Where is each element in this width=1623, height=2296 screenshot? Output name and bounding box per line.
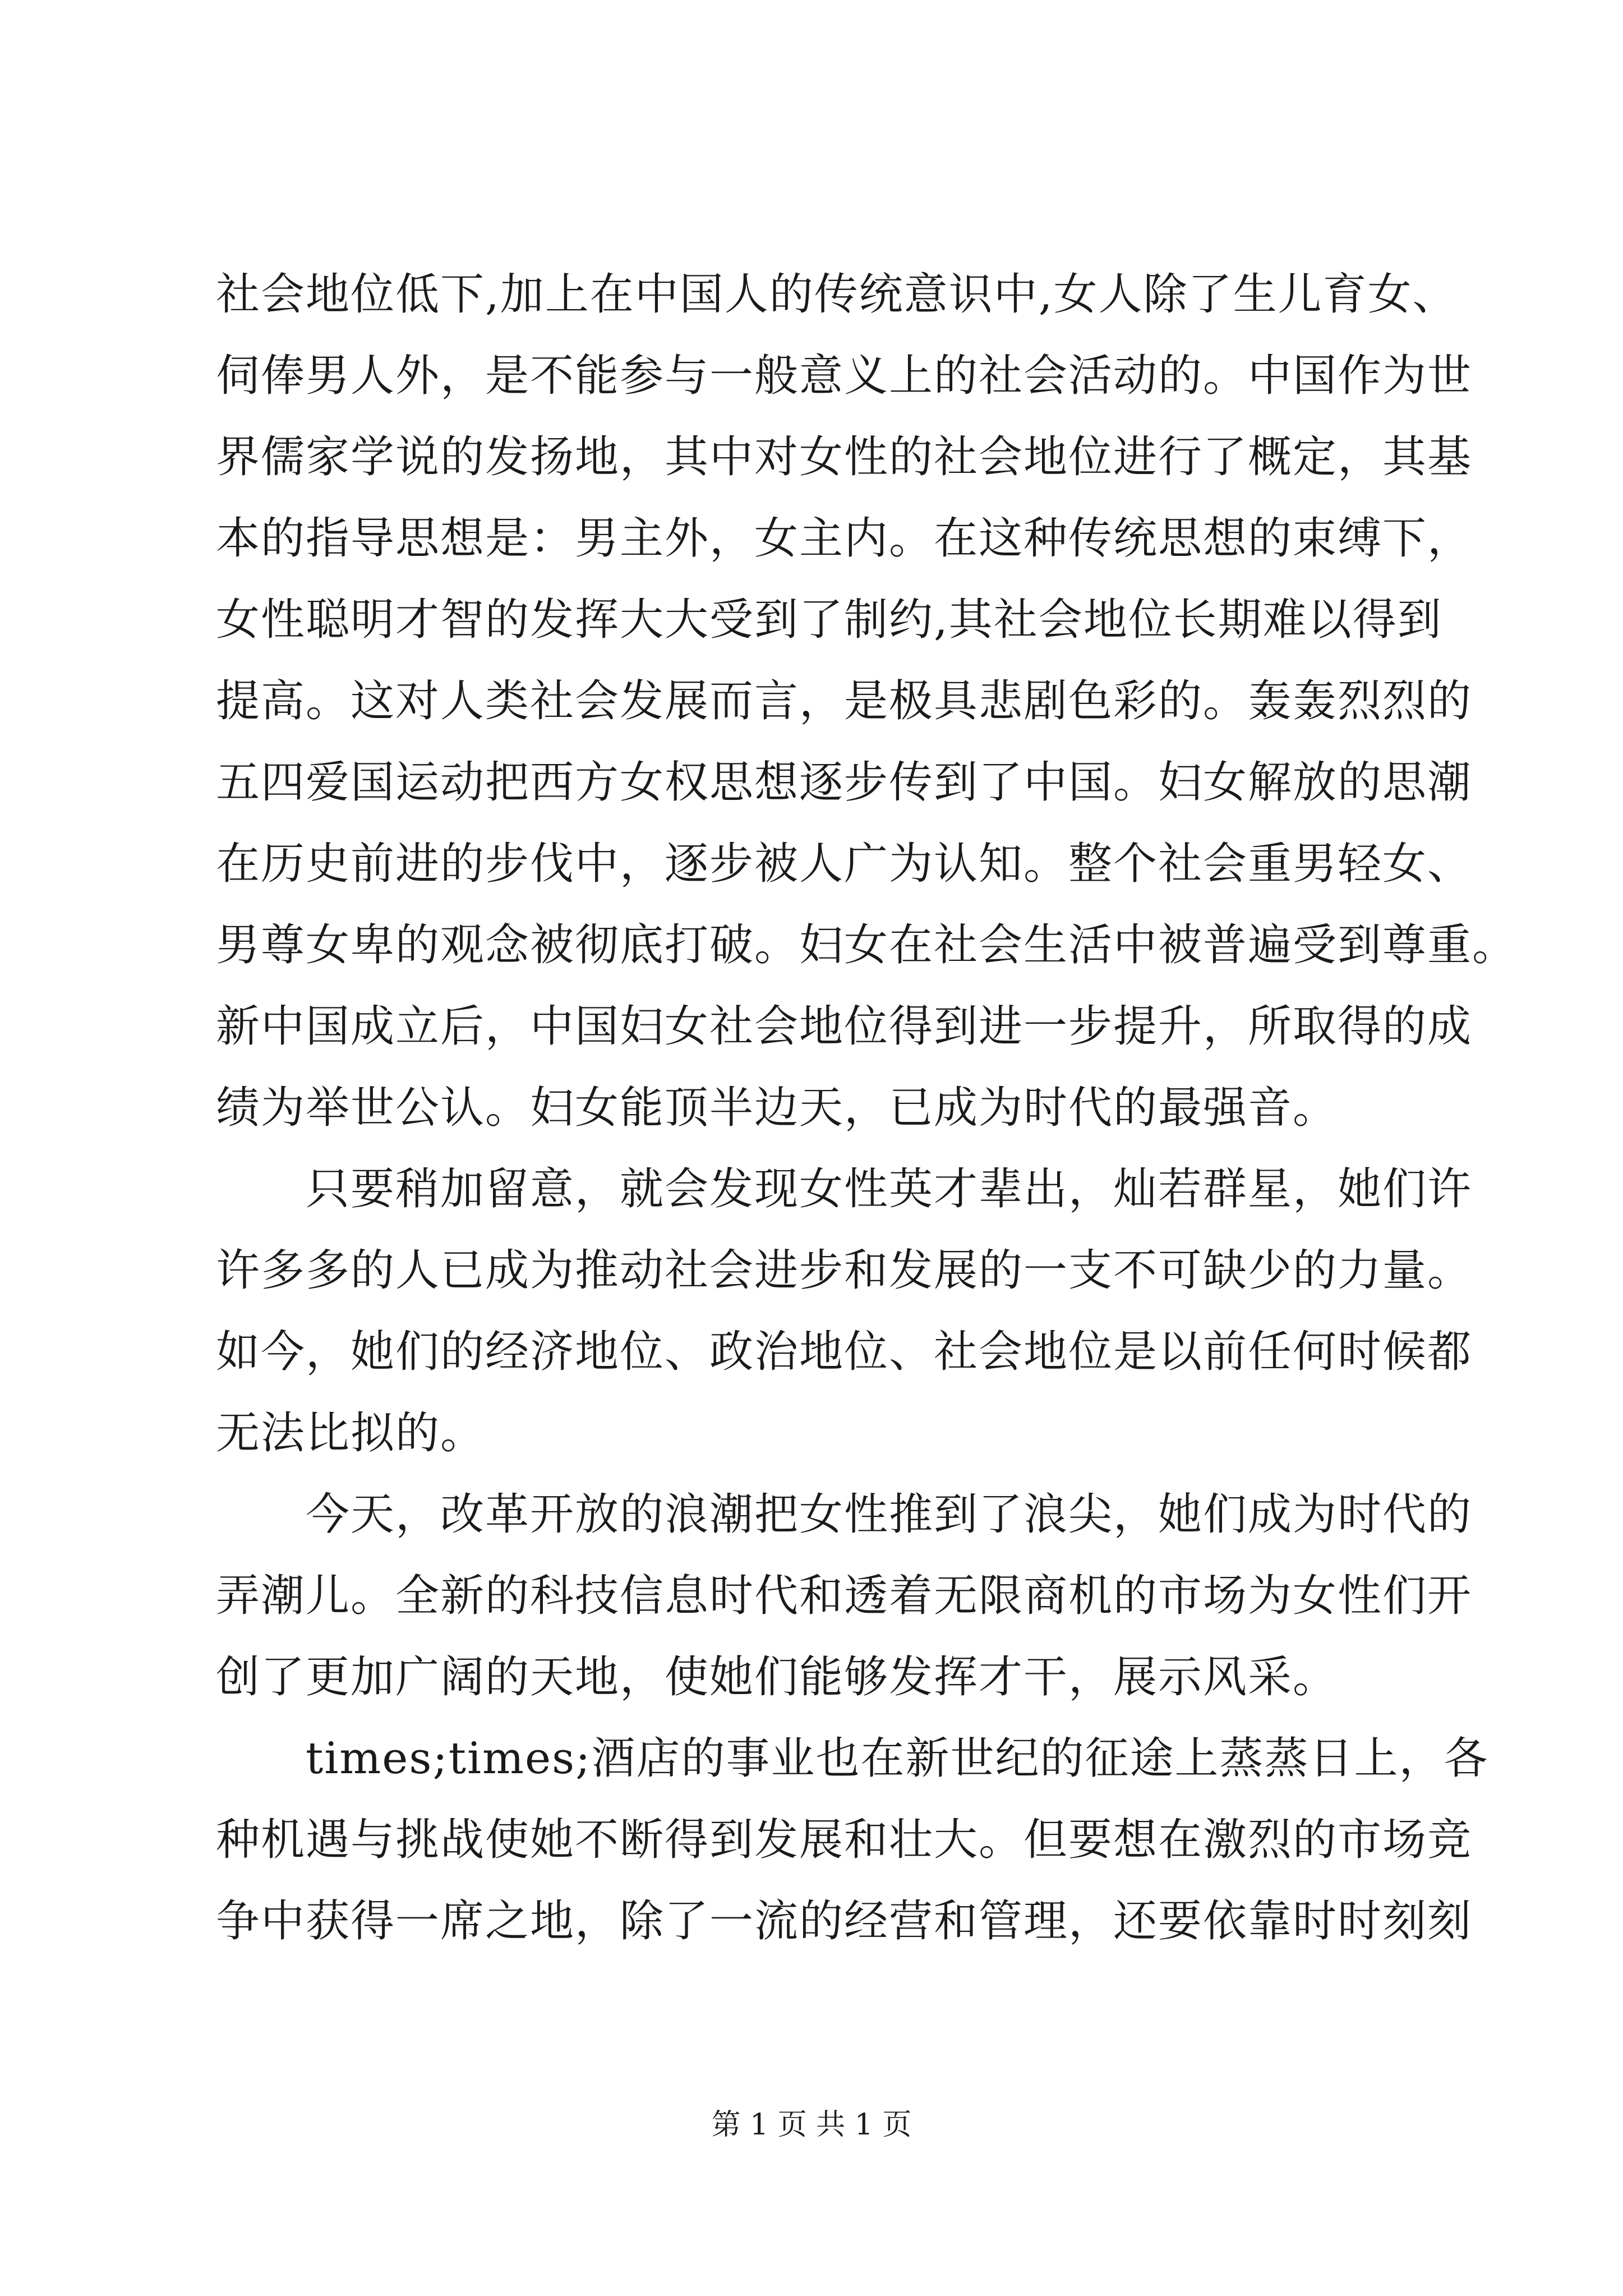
text-line: 创了更加广阔的天地，使她们能够发挥才干，展示风采。: [216, 1652, 1338, 1703]
text-line: 绩为举世公认。妇女能顶半边天，已成为时代的最强音。: [216, 1083, 1338, 1133]
text-line: 五四爱国运动把西方女权思想逐步传到了中国。妇女解放的思潮: [216, 757, 1473, 808]
text-line: 男尊女卑的观念被彻底打破。妇女在社会生活中被普遍受到尊重。: [216, 920, 1518, 970]
text-line: 在历史前进的步伐中，逐步被人广为认知。整个社会重男轻女、: [216, 839, 1473, 889]
text-line: 争中获得一席之地，除了一流的经营和管理，还要依靠时时刻刻: [216, 1896, 1473, 1947]
text-line: 本的指导思想是：男主外，女主内。在这种传统思想的束缚下，: [216, 513, 1473, 564]
text-line: 许多多的人已成为推动社会进步和发展的一支不可缺少的力量。: [216, 1245, 1473, 1296]
page-number-footer: 第 1 页 共 1 页: [711, 2108, 912, 2142]
text-line: 伺俸男人外，是不能参与一般意义上的社会活动的。中国作为世: [216, 351, 1473, 401]
text-line: 提高。这对人类社会发展而言，是极具悲剧色彩的。轰轰烈烈的: [216, 676, 1473, 726]
text-line: 社会地位低下,加上在中国人的传统意识中,女人除了生儿育女、: [216, 269, 1458, 320]
text-line: 女性聪明才智的发挥大大受到了制约,其社会地位长期难以得到: [216, 595, 1442, 645]
text-line: 如今，她们的经济地位、政治地位、社会地位是以前任何时候都: [216, 1327, 1473, 1377]
text-line: 今天，改革开放的浪潮把女性推到了浪尖，她们成为时代的: [216, 1489, 1473, 1540]
text-line: 种机遇与挑战使她不断得到发展和壮大。但要想在激烈的市场竞: [216, 1815, 1473, 1865]
text-line: 无法比拟的。: [216, 1408, 486, 1458]
text-line: times;times;酒店的事业也在新世纪的征途上蒸蒸日上，各: [216, 1733, 1489, 1784]
text-line: 界儒家学说的发扬地，其中对女性的社会地位进行了概定，其基: [216, 432, 1473, 482]
text-line: 新中国成立后，中国妇女社会地位得到进一步提升，所取得的成: [216, 1001, 1473, 1052]
text-line: 只要稍加留意，就会发现女性英才辈出，灿若群星，她们许: [216, 1164, 1473, 1214]
text-line: 弄潮儿。全新的科技信息时代和透着无限商机的市场为女性们开: [216, 1571, 1473, 1621]
